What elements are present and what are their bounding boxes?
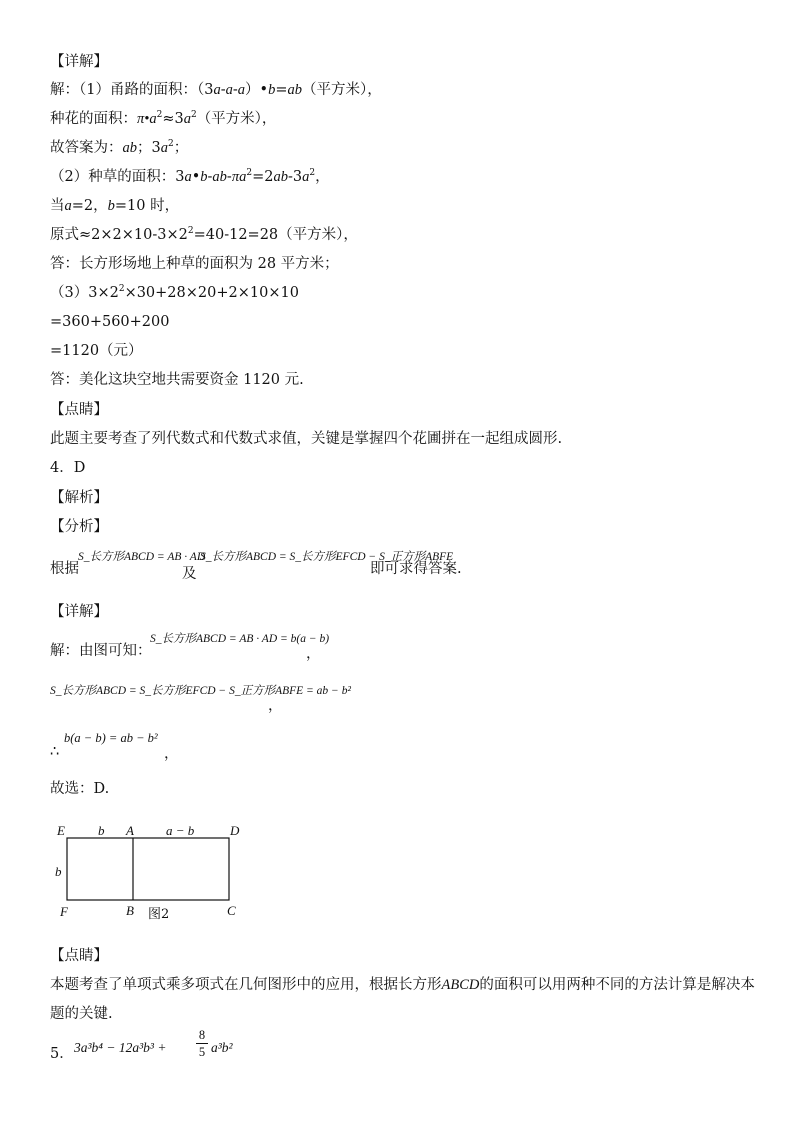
detail-formula-2: S_长方形ABCD = S_长方形EFCD − S_正方形ABFE = ab − b² (50, 685, 351, 697)
label-segment-b-top: b (98, 823, 105, 838)
analysis-connector: 及 (182, 566, 197, 582)
label-point-f: F (60, 904, 68, 919)
solution-line-5: 当a=2，b=10 时， (50, 198, 180, 214)
solution-line-9: =360+560+200 (50, 314, 170, 330)
comment-line-3: 题的关键. (50, 1006, 113, 1022)
fraction-denominator: 5 (198, 1045, 206, 1059)
analysis-formula-1: S_长方形ABCD = AB · AD (78, 551, 206, 563)
detail-line-4: 故选：D. (50, 781, 110, 797)
comment-line-1: 此题主要考查了列代数式和代数式求值，关键是掌握四个花圃拼在一起组成圆形. (50, 431, 563, 447)
heading-detail-2: 【详解】 (50, 604, 108, 620)
detail-suffix-2: ， (268, 698, 283, 714)
heading-analysis-2: 【分析】 (50, 519, 108, 535)
heading-comment-2: 【点睛】 (50, 948, 108, 964)
question-4-answer: 4．D (50, 460, 86, 476)
fraction-numerator: 8 (198, 1028, 206, 1042)
solution-line-11: 答：美化这块空地共需要资金 1120 元. (50, 372, 304, 388)
question-5-number: 5． (50, 1046, 74, 1062)
solution-line-7: 答：长方形场地上种草的面积为 28 平方米； (50, 256, 339, 272)
analysis-line: 根据 (50, 561, 79, 577)
detail-suffix-1: ， (306, 646, 321, 662)
label-point-e: E (57, 823, 65, 838)
question-5-term-2: a³b² (211, 1040, 233, 1055)
rectangle-efcd (67, 838, 229, 900)
question-5-fraction (196, 1028, 208, 1059)
detail-formula-1: S_长方形ABCD = AB · AD = b(a − b) (150, 633, 330, 645)
heading-analysis-1: 【解析】 (50, 490, 108, 506)
label-segment-b-left: b (55, 864, 62, 879)
label-point-b: B (126, 903, 134, 918)
comment-line-2: 本题考查了单项式乘多项式在几何图形中的应用，根据长方形ABCD的面积可以用两种不同的方法计算是解决本 (50, 977, 755, 993)
figure-caption: 图2 (148, 907, 170, 922)
label-point-a: A (126, 823, 134, 838)
label-segment-a-minus-b: a − b (166, 823, 195, 838)
label-point-d: D (230, 823, 240, 838)
detail-suffix-3: ， (164, 746, 179, 762)
analysis-formula-2: S_长方形ABCD = S_长方形EFCD − S_正方形ABFE (200, 551, 454, 563)
detail-formula-3: b(a − b) = ab − b² (64, 731, 158, 745)
analysis-suffix: 即可求得答案. (370, 561, 462, 577)
label-point-c: C (227, 903, 236, 918)
solution-line-2: 种花的面积：$\pi•a^2\approx 3a^2$（平方米）， (50, 110, 277, 127)
solution-line-1: 解：（1）甬路的面积：（3a-a-a）•b=ab（平方米）， (50, 82, 382, 98)
solution-line-3: 故答案为：ab；$3a^2$； (50, 139, 189, 156)
solution-line-4: （2）种草的面积：$3a•b-ab-\pi a^2=2ab-3a^2$， (50, 168, 330, 185)
heading-comment-1: 【点睛】 (50, 402, 108, 418)
detail-line-1: 解：由图可知： (50, 643, 152, 659)
solution-line-8: $(3)3\times 2^2\times 30+28\times 20+2\times 10\times 10$ (50, 284, 299, 301)
therefore-symbol: ∴ (50, 744, 60, 760)
heading-detail-1: 【详解】 (50, 54, 108, 70)
solution-line-10: =1120（元） (50, 343, 143, 359)
solution-line-6: 原式$\approx 2\times 2\times 10-3\times 2^2=40-12=28$（平方米）， (50, 226, 358, 243)
question-5-term-1: 3a³b⁴ − 12a³b³ + (74, 1040, 167, 1055)
